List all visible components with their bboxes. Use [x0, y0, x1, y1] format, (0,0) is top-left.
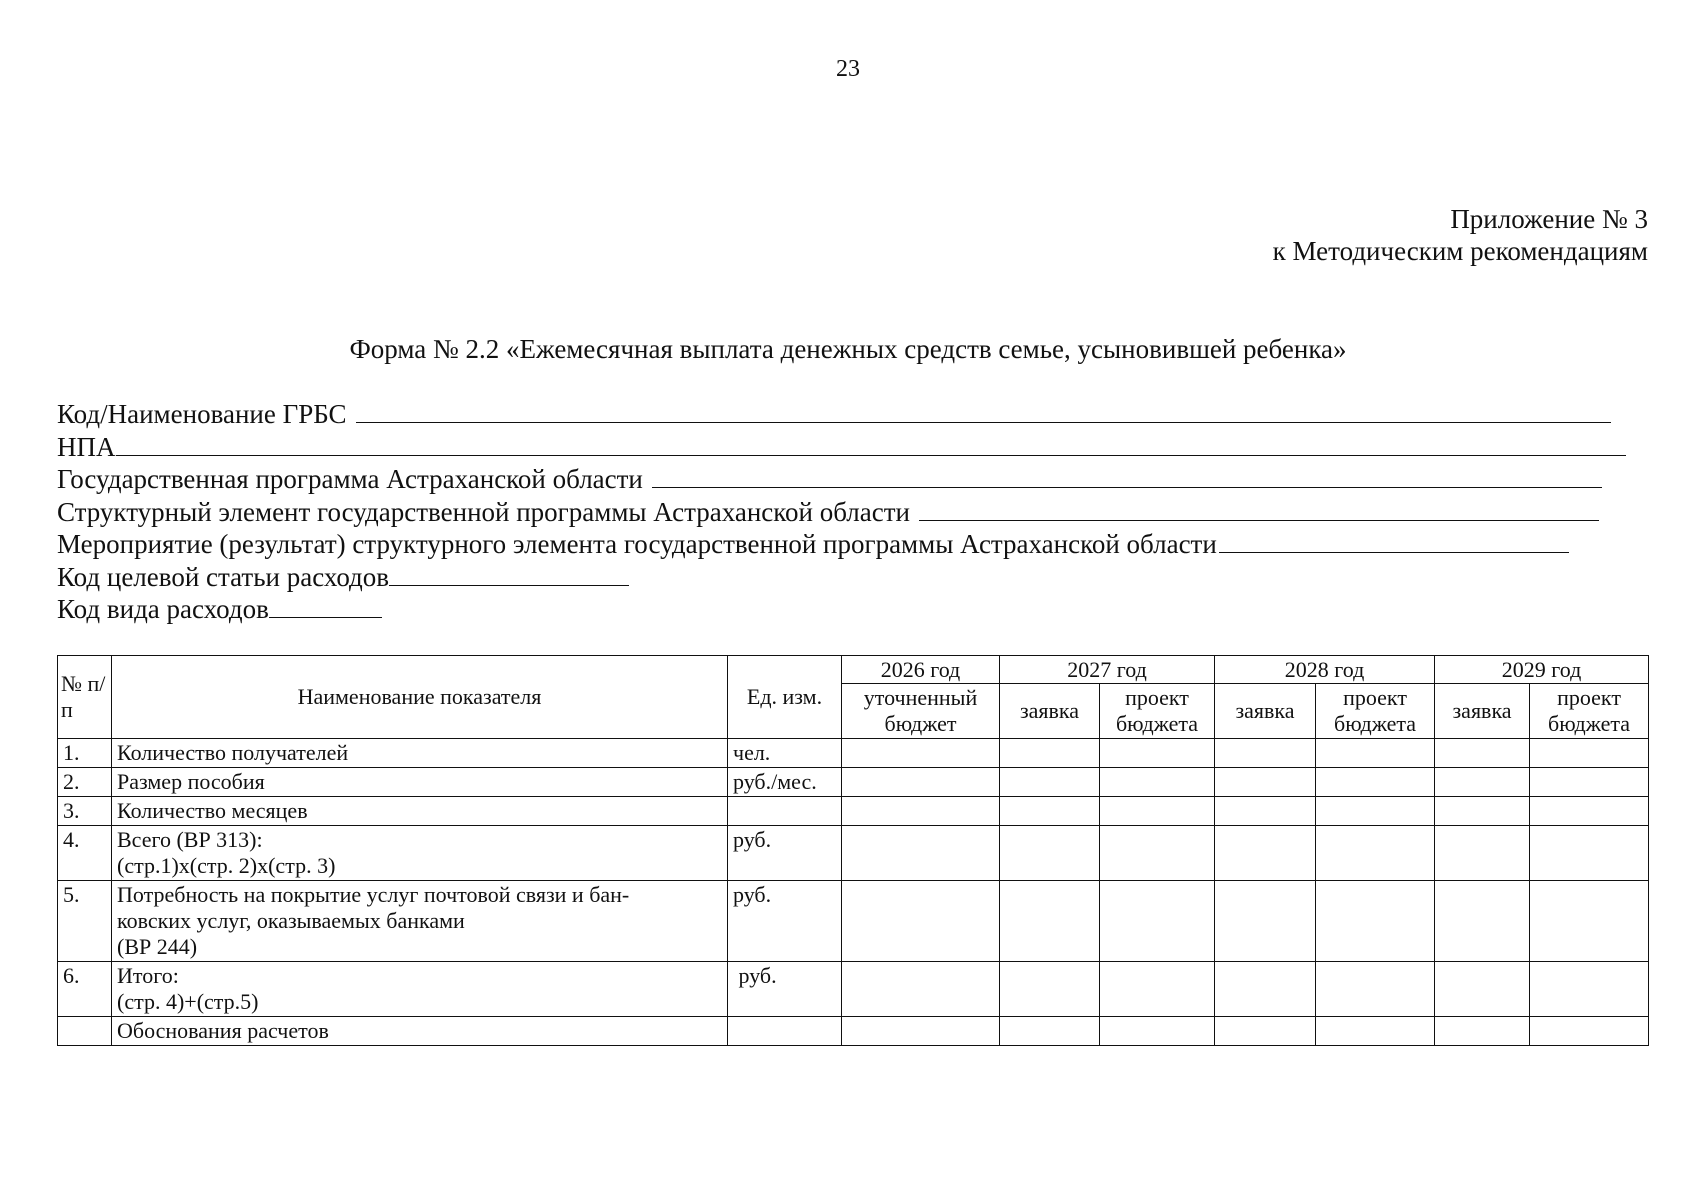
value-cell[interactable] [1435, 881, 1530, 962]
field-label: Мероприятие (результат) структурного элемента государственной программы Астраханской области [57, 529, 1217, 559]
row-unit: руб. [728, 881, 842, 962]
field-expense-type-code [57, 593, 1647, 626]
indicator-name-line: ковских услуг, оказываемых банками [117, 908, 465, 933]
value-cell[interactable] [842, 768, 1000, 797]
value-cell[interactable] [1100, 962, 1215, 1017]
row-number: 1. [58, 739, 112, 768]
value-cell[interactable] [1530, 797, 1649, 826]
table-row [58, 797, 1649, 826]
field-structural-element [57, 496, 1647, 529]
header-year-2029: 2029 год [1435, 656, 1649, 684]
row-number: 3. [58, 797, 112, 826]
value-cell[interactable] [1530, 1017, 1649, 1046]
value-cell[interactable] [1530, 739, 1649, 768]
table-row [58, 962, 1649, 1017]
value-cell[interactable] [1000, 739, 1100, 768]
value-cell[interactable] [1100, 881, 1215, 962]
value-cell[interactable] [1435, 826, 1530, 881]
table-row [58, 881, 1649, 962]
field-label: Код/Наименование ГРБС [57, 399, 347, 429]
value-cell[interactable] [842, 962, 1000, 1017]
value-cell[interactable] [842, 826, 1000, 881]
value-cell[interactable] [1316, 826, 1435, 881]
row-number: 5. [58, 881, 112, 962]
indicators-table [57, 655, 1649, 1046]
field-label: Код целевой статьи расходов [57, 561, 390, 592]
fill-in-line[interactable] [116, 433, 1626, 456]
fill-in-line[interactable] [652, 465, 1602, 488]
indicator-name-line: (стр. 4)+(стр.5) [117, 989, 259, 1014]
value-cell[interactable] [1100, 826, 1215, 881]
value-cell[interactable] [842, 881, 1000, 962]
value-cell[interactable] [1316, 881, 1435, 962]
table-row [58, 826, 1649, 881]
value-cell[interactable] [1530, 962, 1649, 1017]
indicator-name-line: (ВР 244) [117, 934, 198, 959]
fill-in-line[interactable] [389, 563, 629, 586]
field-grbs [57, 398, 1647, 431]
fill-in-line[interactable] [919, 498, 1599, 521]
page-number: 23 [836, 56, 860, 82]
header-request-2029: заявка [1435, 684, 1530, 739]
row-number: 6. [58, 962, 112, 1017]
value-cell[interactable] [1435, 797, 1530, 826]
form-title: Форма № 2.2 «Ежемесячная выплата денежных средств семье, усыновившей ребенка» [349, 334, 1347, 364]
header-request-2028: заявка [1215, 684, 1316, 739]
row-unit: чел. [728, 739, 842, 768]
value-cell[interactable] [1000, 962, 1100, 1017]
value-cell[interactable] [1000, 1017, 1100, 1046]
field-label: Структурный элемент государственной программы Астраханской области [57, 496, 910, 527]
indicator-name-line: Количество получателей [117, 740, 349, 765]
row-number: 2. [58, 768, 112, 797]
row-indicator-name [112, 826, 728, 881]
header-indicator-name: Наименование показателя [112, 656, 728, 739]
indicator-name-line: (стр.1)x(стр. 2)x(стр. 3) [117, 853, 336, 878]
indicator-name-line: Всего (ВР 313): [117, 827, 263, 852]
value-cell[interactable] [1530, 881, 1649, 962]
value-cell[interactable] [1215, 826, 1316, 881]
value-cell[interactable] [842, 1017, 1000, 1046]
appendix-reference [1273, 203, 1648, 267]
row-indicator-name [112, 962, 728, 1017]
header-draft-2028: проект бюджета [1316, 684, 1435, 739]
value-cell[interactable] [1100, 768, 1215, 797]
field-label: НПА [57, 431, 116, 462]
row-indicator-name [112, 1017, 728, 1046]
value-cell[interactable] [1000, 881, 1100, 962]
field-label: Код вида расходов [57, 594, 269, 624]
value-cell[interactable] [1435, 768, 1530, 797]
value-cell[interactable] [1530, 826, 1649, 881]
value-cell[interactable] [842, 739, 1000, 768]
header-request-2027: заявка [1000, 684, 1100, 739]
value-cell[interactable] [1435, 1017, 1530, 1046]
row-indicator-name [112, 768, 728, 797]
row-unit: руб. [728, 826, 842, 881]
value-cell[interactable] [1215, 881, 1316, 962]
row-indicator-name [112, 739, 728, 768]
row-unit [728, 1017, 842, 1046]
table-row [58, 768, 1649, 797]
value-cell[interactable] [1435, 962, 1530, 1017]
value-cell[interactable] [1100, 797, 1215, 826]
value-cell[interactable] [1215, 768, 1316, 797]
row-indicator-name [112, 797, 728, 826]
field-activity-result [57, 528, 1647, 561]
row-number [58, 1017, 112, 1046]
field-npa [57, 431, 1647, 464]
field-state-program [57, 463, 1647, 496]
row-unit: руб. [728, 962, 842, 1017]
value-cell[interactable] [1316, 797, 1435, 826]
indicator-name-line: Потребность на покрытие услуг почтовой связи и бан- [117, 882, 630, 907]
value-cell[interactable] [842, 797, 1000, 826]
value-cell[interactable] [1316, 1017, 1435, 1046]
row-number: 4. [58, 826, 112, 881]
value-cell[interactable] [1000, 797, 1100, 826]
row-indicator-name [112, 881, 728, 962]
value-cell[interactable] [1316, 739, 1435, 768]
table-row [58, 739, 1649, 768]
value-cell[interactable] [1100, 739, 1215, 768]
row-unit: руб./мес. [728, 768, 842, 797]
value-cell[interactable] [1316, 962, 1435, 1017]
header-year-2028: 2028 год [1215, 656, 1435, 684]
header-number: № п/п [58, 656, 112, 739]
header-year-2027: 2027 год [1000, 656, 1215, 684]
header-unit: Ед. изм. [728, 656, 842, 739]
table-body [58, 739, 1649, 1046]
value-cell[interactable] [1215, 962, 1316, 1017]
value-cell[interactable] [1215, 797, 1316, 826]
indicator-name-line: Количество месяцев [117, 798, 308, 823]
value-cell[interactable] [1215, 739, 1316, 768]
value-cell[interactable] [1215, 1017, 1316, 1046]
table-row [58, 1017, 1649, 1046]
field-target-item-code [57, 561, 1647, 594]
value-cell[interactable] [1435, 739, 1530, 768]
header-draft-2027: проект бюджета [1100, 684, 1215, 739]
indicator-name-line: Размер пособия [117, 769, 265, 794]
header-year-2026: 2026 год [842, 656, 1000, 684]
header-draft-2029: проект бюджета [1530, 684, 1649, 739]
value-cell[interactable] [1000, 768, 1100, 797]
appendix-document: к Методическим рекомендациям [1272, 236, 1648, 266]
form-fields [57, 398, 1647, 626]
fill-in-line[interactable] [269, 595, 382, 618]
value-cell[interactable] [1530, 768, 1649, 797]
value-cell[interactable] [1316, 768, 1435, 797]
indicator-name-line: Итого: [117, 963, 179, 988]
field-label: Государственная программа Астраханской области [57, 464, 643, 494]
value-cell[interactable] [1100, 1017, 1215, 1046]
indicator-name-line: Обоснования расчетов [117, 1018, 329, 1043]
header-refined-budget: уточненный бюджет [842, 684, 1000, 739]
fill-in-line[interactable] [1219, 530, 1569, 553]
row-unit [728, 797, 842, 826]
appendix-number: Приложение № 3 [1450, 204, 1648, 234]
fill-in-line[interactable] [356, 400, 1611, 423]
value-cell[interactable] [1000, 826, 1100, 881]
